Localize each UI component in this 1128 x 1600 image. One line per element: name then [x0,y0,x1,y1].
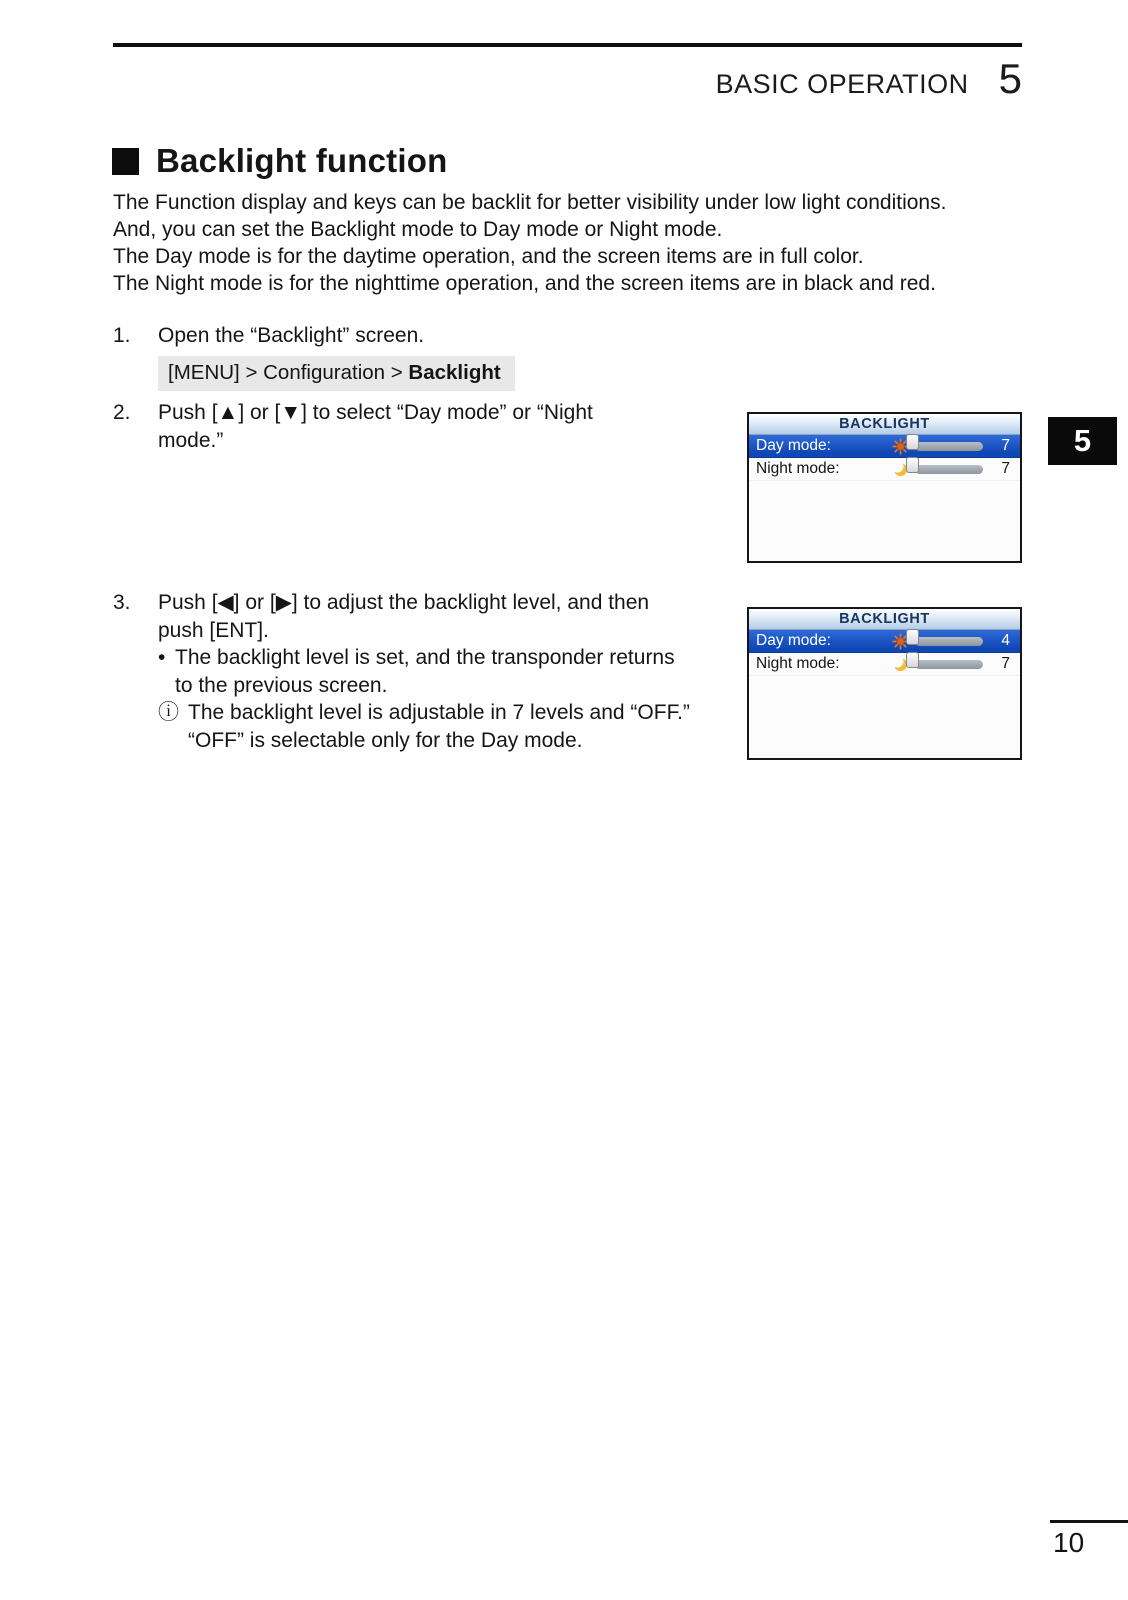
footer-rule [1050,1520,1128,1523]
top-rule [113,43,1022,47]
step-text: Open the “Backlight” screen. [158,324,425,347]
day-level-value: 4 [1001,632,1010,649]
note-text-line: “OFF” is selectable only for the Day mode. [188,728,583,752]
screen-title: BACKLIGHT [749,414,1020,435]
screen-title: BACKLIGHT [749,609,1020,630]
step-text-line: Push [◀] or [▶] to adjust the backlight level, and then [158,591,650,614]
info-icon: ⓘ [158,701,179,724]
step-number: 1. [113,324,131,347]
black-square-icon [112,148,139,175]
step-3 [113,589,690,754]
menu-path-prefix: [MENU] > Configuration > [168,361,409,384]
day-level-value: 7 [1001,437,1010,454]
bullet-icon: • [158,646,166,669]
slider-handle [906,434,919,450]
step-text-line: Push [▲] or [▼] to select “Day mode” or “Night [158,401,593,424]
intro-paragraph [113,189,946,297]
bullet-text-line: to the previous screen. [175,673,388,697]
night-mode-row [749,653,1020,676]
intro-line: The Function display and keys can be backlit for better visibility under low light conditions. [113,191,947,214]
night-mode-label: Night mode: [756,655,840,672]
menu-path-target: Backlight [408,361,501,384]
night-mode-row [749,458,1020,481]
night-mode-label: Night mode: [756,460,840,477]
backlight-screen-1 [747,412,1022,563]
day-mode-row [749,630,1020,653]
slider-handle [906,652,919,668]
backlight-screen-2 [747,607,1022,760]
day-mode-label: Day mode: [756,632,831,649]
night-level-value: 7 [1001,655,1010,672]
day-mode-label: Day mode: [756,437,831,454]
day-brightness-slider [915,637,983,646]
step-number: 2. [113,401,131,424]
day-mode-row [749,435,1020,458]
intro-line: The Day mode is for the daytime operation, and the screen items are in full color. [113,245,864,268]
section-heading-title: Backlight function [156,142,448,179]
page-header [716,55,1022,103]
day-brightness-slider [915,442,983,451]
step-number: 3. [113,591,131,614]
section-title: BASIC OPERATION [715,69,969,99]
bullet-text-line: The backlight level is set, and the transponder returns [175,646,675,669]
step-text-line: push [ENT]. [158,618,269,642]
step-text [158,589,690,754]
chapter-side-tab: 5 [1048,417,1117,465]
page-number: 10 [1053,1527,1085,1558]
slider-handle [906,457,919,473]
night-level-value: 7 [1001,460,1010,477]
result-bullet [158,644,690,672]
night-brightness-slider [915,660,983,669]
night-brightness-slider [915,465,983,474]
step-2 [113,399,593,454]
step-text-line: mode.” [158,428,224,452]
intro-line: And, you can set the Backlight mode to Day mode or Night mode. [113,218,723,241]
note-text-line: The backlight level is adjustable in 7 levels and “OFF.” [188,701,690,724]
section-heading [112,142,447,180]
intro-line: The Night mode is for the nighttime operation, and the screen items are in black and red. [113,272,936,295]
info-note [158,699,690,727]
step-1 [113,322,424,350]
menu-path-box [158,356,515,391]
chapter-number: 5 [998,55,1022,102]
step-text [158,399,593,454]
slider-handle [906,629,919,645]
